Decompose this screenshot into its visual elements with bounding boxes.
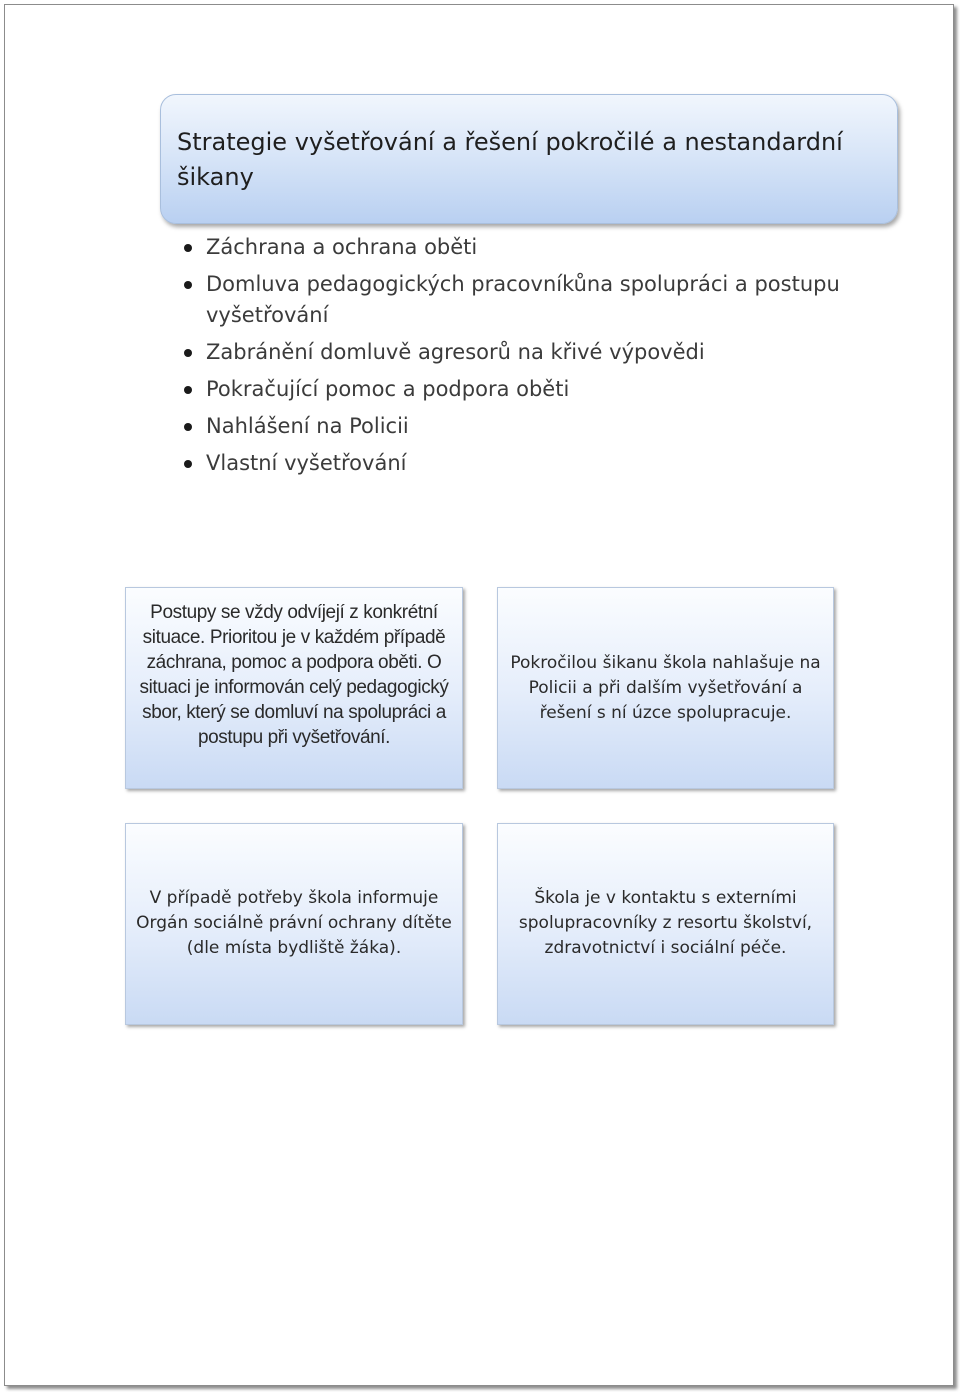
bullet-icon <box>184 423 192 431</box>
card-text: V případě potřeby škola informuje Orgán sociálně právní ochrany dítěte (dle místa bydliště žáka). <box>136 888 452 958</box>
list-item-text: Vlastní vyšetřování <box>206 451 407 475</box>
info-card-social-protection <box>125 823 463 1025</box>
bullet-icon <box>184 281 192 289</box>
info-card-external-partners <box>497 823 834 1025</box>
list-item <box>180 448 900 479</box>
title-box <box>160 94 898 224</box>
list-item-text: Domluva pedagogických pracovníkůna spolupráci a postupu vyšetřování <box>206 272 840 327</box>
bullet-icon <box>184 244 192 252</box>
page-title: Strategie vyšetřování a řešení pokročilé a nestandardní šikany <box>177 128 843 191</box>
list-item-text: Nahlášení na Policii <box>206 414 409 438</box>
bullet-icon <box>184 386 192 394</box>
list-item <box>180 374 900 405</box>
info-card-procedures <box>125 587 463 789</box>
info-card-police <box>497 587 834 789</box>
list-item <box>180 269 900 331</box>
list-item-text: Záchrana a ochrana oběti <box>206 235 478 259</box>
list-item <box>180 232 900 263</box>
card-text: Škola je v kontaktu s externími spolupracovníky z resortu školství, zdravotnictví i sociální péče. <box>518 888 813 958</box>
bullet-icon <box>184 460 192 468</box>
bullet-icon <box>184 349 192 357</box>
bullet-list <box>180 226 900 479</box>
list-item <box>180 411 900 442</box>
card-text: Postupy se vždy odvíjejí z konkrétní situace. Prioritou je v každém případě záchrana, pomoc a podpora oběti. O situaci je informován celý pedagogický sbor, který se domluví na spolupráci a postupu při vyšetřování. <box>139 602 449 748</box>
card-text: Pokročilou šikanu škola nahlašuje na Policii a při dalším vyšetřování a řešení s ní úzce spolupracuje. <box>510 652 821 723</box>
list-item-text: Pokračující pomoc a podpora oběti <box>206 377 570 401</box>
list-item-text: Zabránění domluvě agresorů na křivé výpovědi <box>206 340 705 364</box>
list-item <box>180 337 900 368</box>
